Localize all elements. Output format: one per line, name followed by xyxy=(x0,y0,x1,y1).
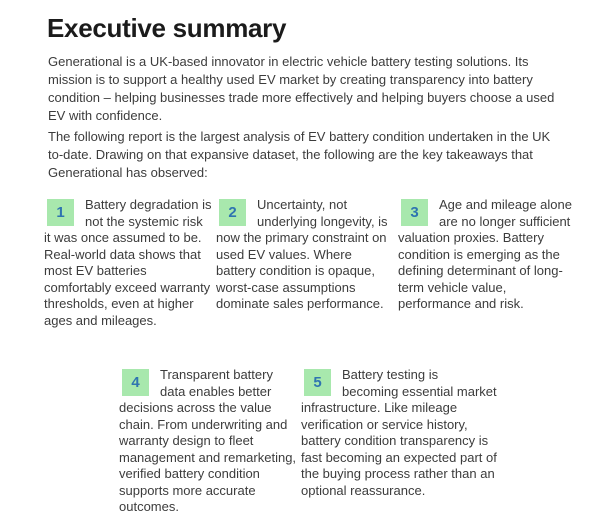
takeaway-item-2 xyxy=(216,197,388,313)
takeaway-text-1: Battery degradation is not the systemic risk it was once assumed to be. Real-world data shows that most EV batteries comfortably exceed warranty thresholds, even at higher ages and mileages. xyxy=(44,197,212,328)
intro-paragraph: Generational is a UK-based innovator in electric vehicle battery testing solutions. Its mission is to support a healthy used EV market by creating transparency into battery condition – helping businesses trade more effectively and helping buyers choose a used EV with confidence. xyxy=(48,54,555,123)
takeaway-text-3: Age and mileage alone are no longer sufficient valuation proxies. Battery condition is emerging as the defining determinant of long-term vehicle value, performance and risk. xyxy=(398,197,572,311)
takeaway-text-4: Transparent battery data enables better decisions across the value chain. From underwriting and warranty design to fleet management and remarketing, verified battery condition supports more accurate outcomes. xyxy=(119,367,297,514)
takeaway-number-badge-4: 4 xyxy=(122,369,149,396)
takeaway-item-1 xyxy=(44,197,212,329)
takeaway-number-badge-1: 1 xyxy=(47,199,74,226)
takeaway-number-badge-3: 3 xyxy=(401,199,428,226)
takeaway-item-5 xyxy=(301,367,497,499)
takeaway-text-2: Uncertainty, not underlying longevity, is now the primary constraint on used EV values. Where battery condition is opaque, worst-case assumptions dominate sales performance. xyxy=(216,197,388,311)
takeaway-number-badge-5: 5 xyxy=(304,369,331,396)
takeaway-text-5: Battery testing is becoming essential market infrastructure. Like mileage verification or service history, battery condition transparency is fast becoming an expected part of the buying process rather than an optional reassurance. xyxy=(301,367,497,498)
page-title: Executive summary xyxy=(47,13,287,43)
takeaway-number-badge-2: 2 xyxy=(219,199,246,226)
takeaway-item-4 xyxy=(119,367,301,516)
dataset-paragraph: The following report is the largest analysis of EV battery condition undertaken in the UK to-date. Drawing on that expansive dataset, the following are the key takeaways that Generational has observed: xyxy=(48,129,551,180)
takeaway-item-3 xyxy=(398,197,576,313)
